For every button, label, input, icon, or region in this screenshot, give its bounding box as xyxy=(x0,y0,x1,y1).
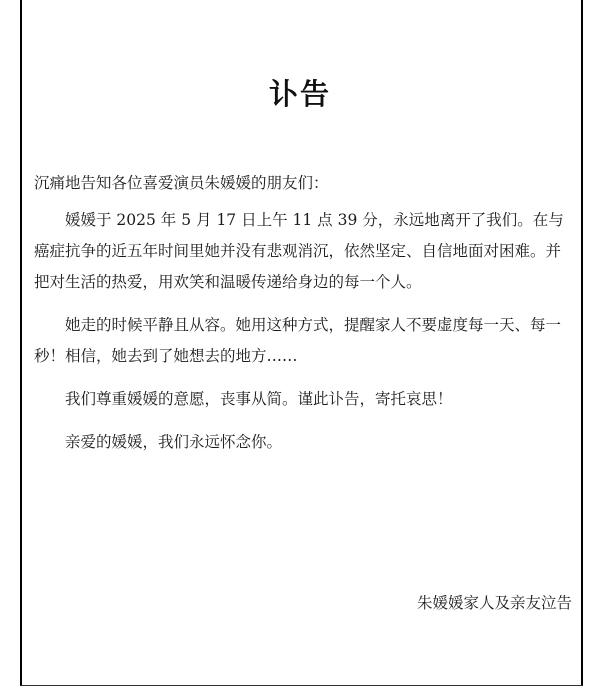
paragraph-passing: 她走的时候平静且从容。她用这种方式，提醒家人不要虚度每一天、每一秒！相信，她去到了她想去的地方…… xyxy=(34,316,562,365)
paragraph-funeral-arrangement: 我们尊重媛媛的意愿，丧事从简。谨此讣告，寄托哀思！ xyxy=(65,390,453,408)
paragraph-death-notice: 媛媛于 2025 年 5 月 17 日上午 11 点 39 分，永远地离开了我们。在与癌症抗争的近五年时间里她并没有悲观消沉，依然坚定、自信地面对困难。并把对生活的热爱，用欢笑和温暖传递给身边的每一个人。 xyxy=(34,211,564,291)
document-title: 讣告 xyxy=(268,77,331,111)
document-body xyxy=(34,168,576,470)
paragraph-remembrance: 亲爱的媛媛，我们永远怀念你。 xyxy=(65,433,283,451)
signature: 朱媛媛家人及亲友泣告 xyxy=(416,594,572,612)
salutation: 沉痛地告知各位喜爱演员朱媛媛的朋友们： xyxy=(34,174,329,192)
